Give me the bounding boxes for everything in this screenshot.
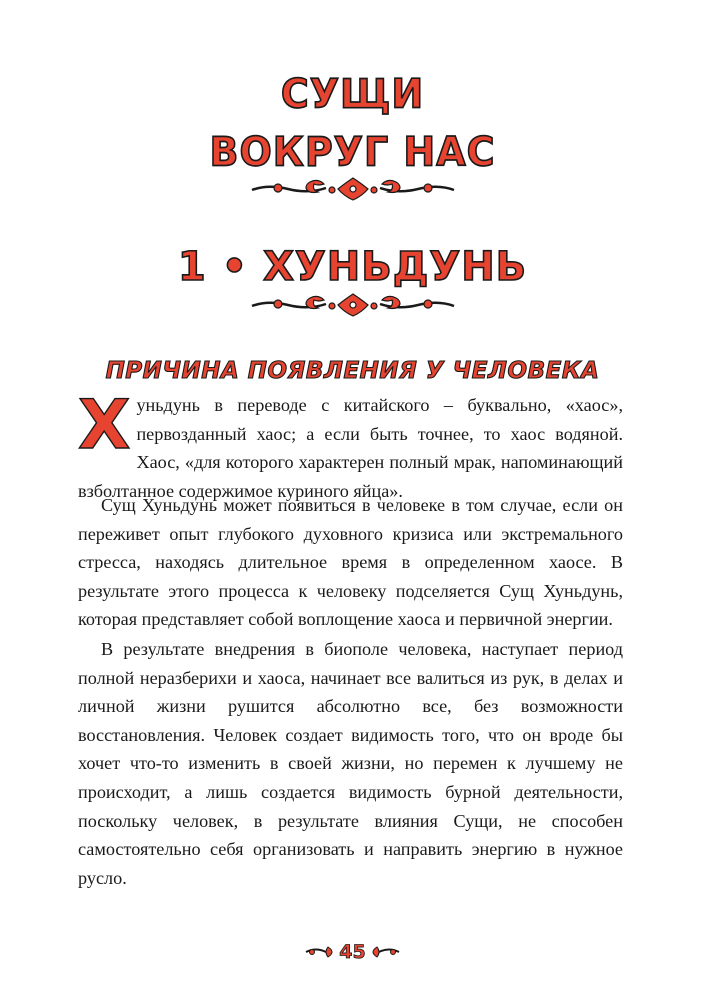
paragraph-1	[78, 386, 623, 505]
page-footer	[300, 938, 405, 968]
drop-cap: Х	[78, 386, 131, 465]
page-title-line-1: СУЩИ	[280, 70, 425, 118]
ornament-divider-icon	[248, 292, 458, 318]
footer-ornament-icon	[367, 944, 401, 960]
section-subtitle: ПРИЧИНА ПОЯВЛЕНИЯ У ЧЕЛОВЕКА	[105, 358, 600, 384]
paragraph-2: Сущ Хуньдунь может появиться в человеке в том случае, если он переживет опыт глубокого духовного кризиса или экстремального стресса, находясь длительное время в определенном хаосе. В результате этого процесса к человеку подселяется Сущ Хуньдунь, которая представляет собой воплощение хаоса и первичной энергии.	[78, 495, 623, 630]
page-title-line-2: ВОКРУГ НАС	[209, 128, 496, 176]
page-number: 45	[339, 941, 366, 963]
paragraph-1-text: уньдунь в переводе с китайского – буквально, «хаос», первозданный хаос; а если быть точнее, то хаос водяной. Хаос, «для которого характерен полный мрак, напоминающий взболтанное содержимое куриного яйца».	[78, 395, 623, 501]
chapter-title: 1 • ХУНЬДУНЬ	[177, 244, 528, 290]
paragraph-3: В результате внедрения в биополе человека, наступает период полной неразберихи и хаоса, начинает все валиться из рук, в делах и личной жизни рушится абсолютно все, без возможности восстановления. Человек создает видимость того, что он вроде бы хочет что-то изменить в своей жизни, но перемен к лучшему не происходит, а лишь создается видимость бурной деятельности, поскольку человек, в результате влияния Сущи, не способен самостоятельно себя организовать и направить энергию в нужное русло.	[78, 639, 623, 888]
ornament-divider-icon	[248, 176, 458, 202]
